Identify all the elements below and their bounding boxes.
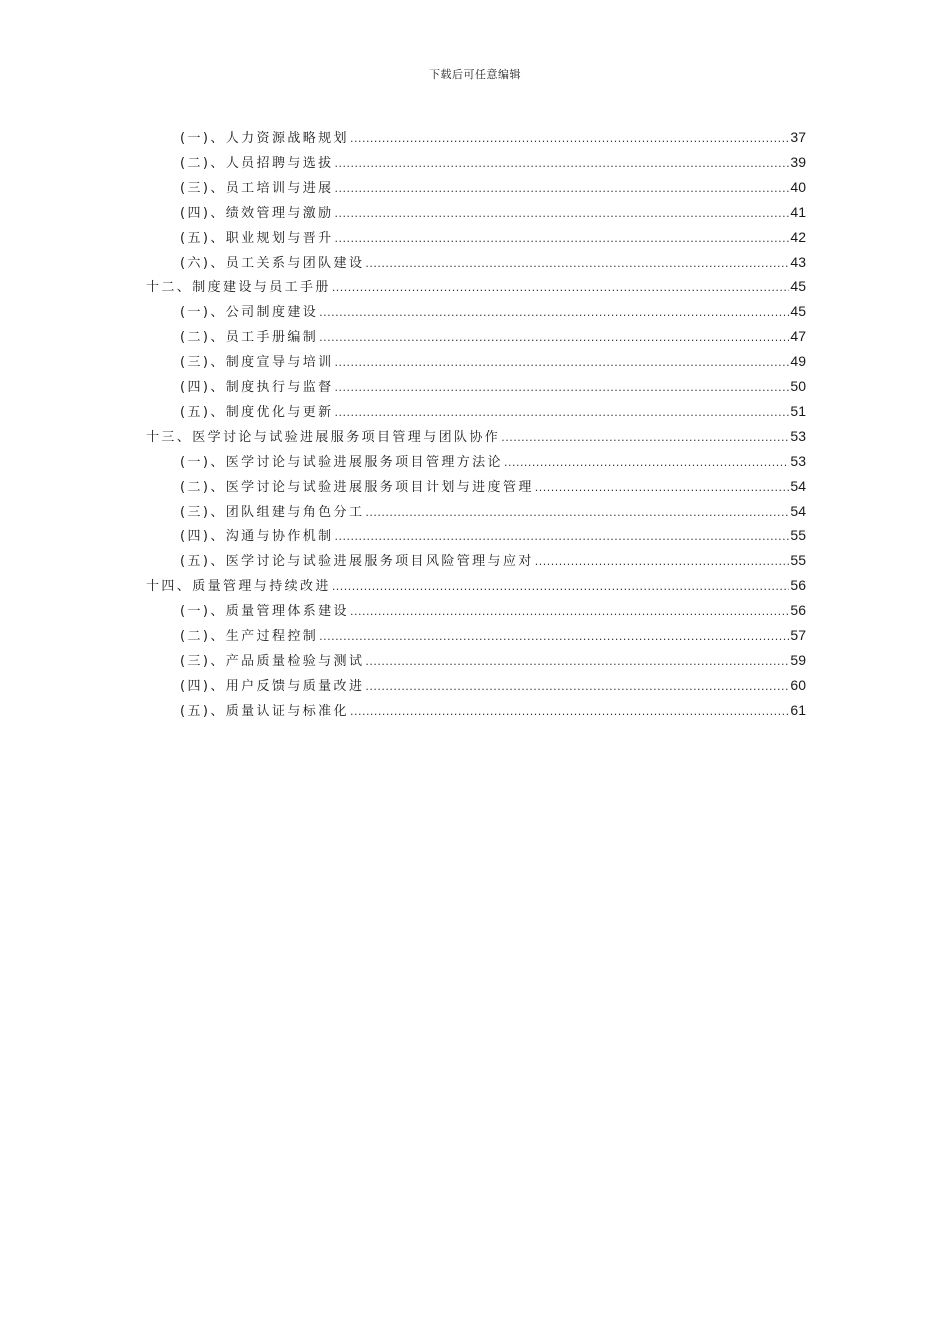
toc-entry[interactable] <box>180 524 806 546</box>
toc-entry[interactable] <box>180 649 806 671</box>
toc-entry-title: (二)、生产过程控制 <box>180 629 319 644</box>
toc-dot-leader <box>335 178 790 200</box>
toc-entry-title: (三)、员工培训与进展 <box>180 180 334 196</box>
toc-entry-title: (一)、医学讨论与试验进展服务项目管理方法论 <box>180 454 503 470</box>
toc-entry-title: (四)、制度执行与监督 <box>180 380 334 395</box>
toc-entry-title: 十二、制度建设与员工手册 <box>146 280 331 296</box>
toc-entry-title: (五)、职业规划与晋升 <box>180 230 334 246</box>
toc-entry-title: (五)、质量认证与标准化 <box>180 703 349 719</box>
toc-entry-title: (五)、医学讨论与试验进展服务项目风险管理与应对 <box>180 554 534 570</box>
toc-entry[interactable] <box>180 699 806 721</box>
toc-dot-leader <box>319 302 789 324</box>
toc-entry-title: 十三、医学讨论与试验进展服务项目管理与团队协作 <box>146 429 501 445</box>
toc-dot-leader <box>335 203 790 225</box>
toc-entry-title: (三)、团队组建与角色分工 <box>180 504 365 520</box>
toc-entry-page-number: 53 <box>790 452 806 469</box>
toc-entry-title: (四)、沟通与协作机制 <box>180 529 334 545</box>
toc-entry[interactable] <box>180 126 806 148</box>
toc-dot-leader <box>332 277 790 299</box>
toc-entry-page-number: 43 <box>790 253 806 270</box>
toc-dot-leader <box>319 327 789 349</box>
toc-entry[interactable] <box>180 251 806 273</box>
toc-entry[interactable] <box>180 475 806 497</box>
toc-entry-page-number: 56 <box>790 602 806 619</box>
toc-entry[interactable] <box>180 549 806 571</box>
toc-entry[interactable] <box>180 151 806 173</box>
toc-dot-leader <box>335 526 790 548</box>
toc-entry-title: (六)、员工关系与团队建设 <box>180 255 365 271</box>
toc-dot-leader <box>535 477 790 499</box>
toc-entry-title: (三)、制度宣导与培训 <box>180 355 334 371</box>
toc-dot-leader <box>332 576 790 598</box>
toc-dot-leader <box>535 551 790 573</box>
toc-entry-page-number: 47 <box>790 328 806 345</box>
toc-dot-leader <box>335 352 790 374</box>
toc-dot-leader <box>504 452 789 474</box>
toc-entry[interactable] <box>180 599 806 621</box>
toc-entry[interactable] <box>146 275 806 297</box>
toc-entry-title: (三)、产品质量检验与测试 <box>180 653 365 669</box>
toc-entry[interactable] <box>180 624 806 646</box>
toc-entry-page-number: 37 <box>790 129 806 145</box>
toc-dot-leader <box>365 651 789 673</box>
toc-entry-page-number: 41 <box>790 203 806 220</box>
toc-entry-title: (一)、公司制度建设 <box>180 305 319 321</box>
toc-entry-page-number: 59 <box>790 651 806 668</box>
toc-entry-title: (五)、制度优化与更新 <box>180 404 334 420</box>
toc-entry-page-number: 54 <box>790 502 806 519</box>
toc-entry-page-number: 45 <box>790 278 806 295</box>
toc-entry-title: (一)、质量管理体系建设 <box>180 604 349 620</box>
toc-entry[interactable] <box>180 500 806 522</box>
toc-entry-title: (一)、人力资源战略规划 <box>180 131 349 146</box>
toc-dot-leader <box>335 228 790 250</box>
toc-dot-leader <box>365 676 789 698</box>
toc-entry-page-number: 40 <box>790 178 806 195</box>
toc-dot-leader <box>335 402 790 424</box>
toc-entry-page-number: 56 <box>790 577 806 594</box>
toc-entry-page-number: 51 <box>790 402 806 419</box>
toc-entry-title: (二)、员工手册编制 <box>180 330 319 346</box>
toc-dot-leader <box>350 128 789 150</box>
toc-entry-page-number: 54 <box>790 477 806 494</box>
toc-entry[interactable] <box>146 574 806 596</box>
toc-entry[interactable] <box>180 325 806 347</box>
toc-entry[interactable] <box>180 375 806 397</box>
toc-dot-leader <box>350 701 789 723</box>
toc-entry-title: (四)、用户反馈与质量改进 <box>180 678 365 694</box>
toc-entry-page-number: 49 <box>790 353 806 370</box>
toc-entry-page-number: 42 <box>790 228 806 245</box>
toc-entry[interactable] <box>180 350 806 372</box>
toc-entry-page-number: 60 <box>790 676 806 693</box>
toc-entry-title: 十四、质量管理与持续改进 <box>146 579 331 595</box>
toc-entry-page-number: 50 <box>790 378 806 394</box>
toc-dot-leader <box>501 427 789 449</box>
toc-entry[interactable] <box>180 400 806 422</box>
toc-entry-page-number: 57 <box>790 627 806 643</box>
toc-entry-title: (二)、人员招聘与选拔 <box>180 155 334 171</box>
toc-dot-leader <box>319 626 789 648</box>
toc-entry[interactable] <box>180 176 806 198</box>
toc-entry[interactable] <box>180 450 806 472</box>
header-note: 下载后可任意编辑 <box>429 68 521 81</box>
toc-entry-page-number: 53 <box>790 427 806 444</box>
toc-dot-leader <box>350 601 789 623</box>
toc-dot-leader <box>365 253 789 275</box>
toc-entry[interactable] <box>180 226 806 248</box>
toc-entry-page-number: 55 <box>790 552 806 569</box>
toc-entry[interactable] <box>180 201 806 223</box>
toc-entry[interactable] <box>180 674 806 696</box>
toc-dot-leader <box>365 502 789 524</box>
toc-dot-leader <box>335 377 790 399</box>
toc-entry-page-number: 55 <box>790 527 806 544</box>
toc-entry-page-number: 45 <box>790 303 806 320</box>
toc-dot-leader <box>335 153 790 175</box>
toc-entry-page-number: 61 <box>790 701 806 718</box>
toc-entry-page-number: 39 <box>790 153 806 170</box>
toc-entry-title: (二)、医学讨论与试验进展服务项目计划与进度管理 <box>180 479 534 495</box>
toc-entry[interactable] <box>146 425 806 447</box>
toc-entry[interactable] <box>180 300 806 322</box>
toc-entry-title: (四)、绩效管理与激励 <box>180 205 334 221</box>
